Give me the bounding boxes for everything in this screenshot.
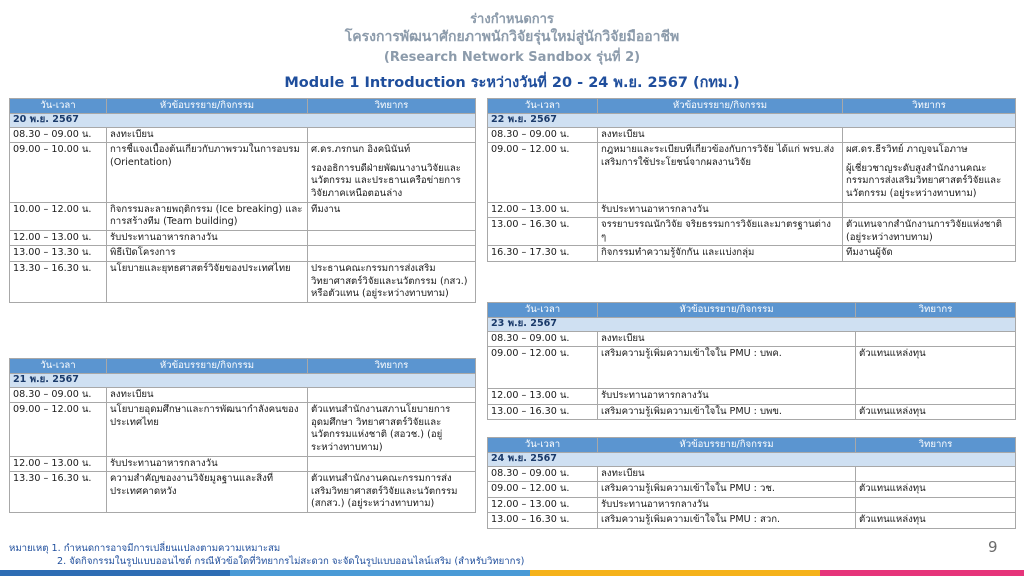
time-cell: 09.00 – 10.00 น. [10,143,107,202]
date-row: 23 พ.ย. 2567 [488,318,1016,332]
time-cell: 12.00 – 13.00 น. [488,202,598,218]
speaker-name: ผศ.ดร.ธีรวิทย์ ภาญจนโอภาษ [846,144,968,156]
date-row: 24 พ.ย. 2567 [488,453,1016,467]
table-row [488,513,1016,529]
topic-cell: ความสำคัญของงานวิจัยมูลฐานและสิ่งที่ประเทศคาดหวัง [107,472,308,513]
table-row [488,202,1016,218]
topic-cell: รับประทานอาหารกลางวัน [598,202,843,218]
table-row [488,246,1016,262]
col-header-time: วัน-เวลา [10,99,107,114]
table-row [10,246,476,262]
speaker-cell [308,456,476,472]
table-row [488,497,1016,513]
topic-cell: ลงทะเบียน [598,127,843,143]
topic-cell: เสริมความรู้เพิ่มความเข้าใจใน PMU : บพค. [598,347,856,389]
table-row [488,347,1016,389]
time-cell: 08.30 – 09.00 น. [10,387,107,403]
col-header-speaker: วิทยากร [843,99,1016,114]
time-cell: 13.30 – 16.30 น. [10,261,107,302]
time-cell: 08.30 – 09.00 น. [10,127,107,143]
doc-title-line1: ร่างกำหนดการ [470,12,554,27]
col-header-topic: หัวข้อบรรยาย/กิจกรรม [598,99,843,114]
footnotes [9,542,524,568]
col-header-speaker: วิทยากร [308,99,476,114]
table-row [10,261,476,302]
date-row: 20 พ.ย. 2567 [10,114,476,128]
time-cell: 12.00 – 13.00 น. [10,230,107,246]
time-cell: 10.00 – 12.00 น. [10,202,107,230]
time-cell: 08.30 – 09.00 น. [488,466,598,482]
time-cell: 09.00 – 12.00 น. [10,403,107,456]
date-row: 22 พ.ย. 2567 [488,114,1016,128]
speaker-cell [308,230,476,246]
speaker-title: รองอธิการบดีฝ่ายพัฒนางานวิจัยและนวัตกรรม และประธานเครือข่ายการวิจัยภาคเหนือตอนล่าง [311,162,461,199]
topic-cell: ลงทะเบียน [107,127,308,143]
schedule-table-23-nov [487,302,1016,420]
topic-cell: พิธีเปิดโครงการ [107,246,308,262]
time-cell: 16.30 – 17.30 น. [488,246,598,262]
table-row [10,202,476,230]
speaker-cell: ตัวแทนแหล่งทุน [856,404,1016,420]
time-cell: 13.00 – 13.30 น. [10,246,107,262]
col-header-speaker: วิทยากร [856,303,1016,318]
speaker-cell: ตัวแทนแหล่งทุน [856,347,1016,389]
time-cell: 08.30 – 09.00 น. [488,127,598,143]
topic-cell: กฎหมายและระเบียบที่เกี่ยวข้องกับการวิจัย ได้แก่ พรบ.ส่งเสริมการใช้ประโยชน์จากผลงานวิจัย [598,143,843,202]
time-cell: 13.00 – 16.30 น. [488,513,598,529]
time-cell: 13.00 – 16.30 น. [488,218,598,246]
footer-bar-yellow [530,570,820,576]
speaker-title: ผู้เชี่ยวชาญระดับสูงสำนักงานคณะกรรมการส่งเสริมวิทยาศาสตร์วิจัยและนวัตกรรม (อยู่ระหว่างทาบทาม) [846,162,1002,199]
table-row [488,127,1016,143]
topic-cell: รับประทานอาหารกลางวัน [107,230,308,246]
topic-cell: การชี้แจงเบื้องต้นเกี่ยวกับภาพรวมในการอบรม (Orientation) [107,143,308,202]
topic-cell: จรรยาบรรณนักวิจัย จริยธรรมการวิจัยและมาตรฐานต่าง ๆ [598,218,843,246]
time-cell: 12.00 – 13.00 น. [488,389,598,405]
col-header-topic: หัวข้อบรรยาย/กิจกรรม [107,359,308,374]
time-cell: 13.00 – 16.30 น. [488,404,598,420]
table-row [10,456,476,472]
schedule-table-20-nov [9,98,476,303]
page-number: 9 [988,538,998,556]
time-cell: 08.30 – 09.00 น. [488,331,598,347]
col-header-topic: หัวข้อบรรยาย/กิจกรรม [107,99,308,114]
topic-cell: เสริมความรู้เพิ่มความเข้าใจใน PMU : วช. [598,482,856,498]
speaker-cell [308,246,476,262]
topic-cell: ลงทะเบียน [598,331,856,347]
time-cell: 09.00 – 12.00 น. [488,143,598,202]
time-cell: 09.00 – 12.00 น. [488,482,598,498]
speaker-cell: ตัวแทนสำนักงานคณะกรรมการส่งเสริมวิทยาศาสตร์วิจัยและนวัตกรรม (สกสว.) (อยู่ระหว่างทาบทาม) [308,472,476,513]
footnote-1: หมายเหตุ 1. กำหนดการอาจมีการเปลี่ยนแปลงตามความเหมาะสม [9,543,281,554]
col-header-topic: หัวข้อบรรยาย/กิจกรรม [598,303,856,318]
speaker-cell [308,127,476,143]
table-row [488,466,1016,482]
table-row [488,404,1016,420]
speaker-cell: ตัวแทนสำนักงานสภานโยบายการอุดมศึกษา วิทยาศาสตร์วิจัยและนวัตกรรมแห่งชาติ (สอวช.) (อยู่ระหว่างทาบทาม) [308,403,476,456]
topic-cell: กิจกรรมทำความรู้จักกัน และแบ่งกลุ่ม [598,246,843,262]
schedule-table-21-nov [9,358,476,513]
speaker-cell [856,466,1016,482]
speaker-cell: ทีมงาน [308,202,476,230]
col-header-time: วัน-เวลา [488,438,598,453]
topic-cell: เสริมความรู้เพิ่มความเข้าใจใน PMU : บพข. [598,404,856,420]
table-row [10,403,476,456]
footer-bar-pink [820,570,1024,576]
topic-cell: กิจกรรมละลายพฤติกรรม (Ice breaking) และการสร้างทีม (Team building) [107,202,308,230]
col-header-time: วัน-เวลา [10,359,107,374]
table-row [10,230,476,246]
speaker-cell [856,331,1016,347]
table-row [10,387,476,403]
speaker-cell: ทีมงานผู้จัด [843,246,1016,262]
table-row [488,482,1016,498]
topic-cell: นโยบายอุดมศึกษาและการพัฒนากำลังคนของประเทศไทย [107,403,308,456]
footer-bar-blue [0,570,230,576]
module-title: Module 1 Introduction ระหว่างวันที่ 20 - 24 พ.ย. 2567 (กทม.) [284,75,740,91]
footer-bar-lightblue [230,570,530,576]
speaker-cell [856,389,1016,405]
col-header-time: วัน-เวลา [488,99,598,114]
topic-cell: ลงทะเบียน [598,466,856,482]
table-row [488,389,1016,405]
schedule-table-22-nov [487,98,1016,262]
topic-cell: เสริมความรู้เพิ่มความเข้าใจใน PMU : สวก. [598,513,856,529]
table-row [10,472,476,513]
col-header-time: วัน-เวลา [488,303,598,318]
speaker-cell [308,387,476,403]
topic-cell: ลงทะเบียน [107,387,308,403]
time-cell: 13.30 – 16.30 น. [10,472,107,513]
table-row [488,143,1016,202]
doc-title-sandbox: (Research Network Sandbox รุ่นที่ 2) [383,50,641,65]
table-row [488,218,1016,246]
date-row: 21 พ.ย. 2567 [10,374,476,388]
speaker-cell [856,497,1016,513]
time-cell: 12.00 – 13.00 น. [488,497,598,513]
schedule-table-24-nov [487,437,1016,529]
col-header-speaker: วิทยากร [856,438,1016,453]
speaker-name: ศ.ดร.ภรกนก อิงคนินันท์ [311,144,411,156]
speaker-cell [843,143,1016,202]
col-header-topic: หัวข้อบรรยาย/กิจกรรม [598,438,856,453]
speaker-cell [308,143,476,202]
topic-cell: รับประทานอาหารกลางวัน [598,389,856,405]
table-row [488,331,1016,347]
speaker-cell: ตัวแทนแหล่งทุน [856,482,1016,498]
topic-cell: รับประทานอาหารกลางวัน [598,497,856,513]
speaker-cell: ตัวแทนจากสำนักงานการวิจัยแห่งชาติ (อยู่ระหว่างทาบทาม) [843,218,1016,246]
speaker-cell [843,127,1016,143]
speaker-cell: ตัวแทนแหล่งทุน [856,513,1016,529]
table-row [10,127,476,143]
footnote-2: 2. จัดกิจกรรมในรูปแบบออนไซต์ กรณีหัวข้อใดที่วิทยากรไม่สะดวก จะจัดในรูปแบบออนไลน์เสริม (สำหรับวิทยากร) [57,556,525,567]
table-row [10,143,476,202]
col-header-speaker: วิทยากร [308,359,476,374]
speaker-cell: ประธานคณะกรรมการส่งเสริมวิทยาศาสตร์วิจัยและนวัตกรรม (กสว.) หรือตัวแทน (อยู่ระหว่างทาบทาม) [308,261,476,302]
topic-cell: นโยบายและยุทธศาสตร์วิจัยของประเทศไทย [107,261,308,302]
topic-cell: รับประทานอาหารกลางวัน [107,456,308,472]
doc-title-project: โครงการพัฒนาศักยภาพนักวิจัยรุ่นใหม่สู่นักวิจัยมืออาชีพ [344,29,680,45]
speaker-cell [843,202,1016,218]
time-cell: 12.00 – 13.00 น. [10,456,107,472]
time-cell: 09.00 – 12.00 น. [488,347,598,389]
